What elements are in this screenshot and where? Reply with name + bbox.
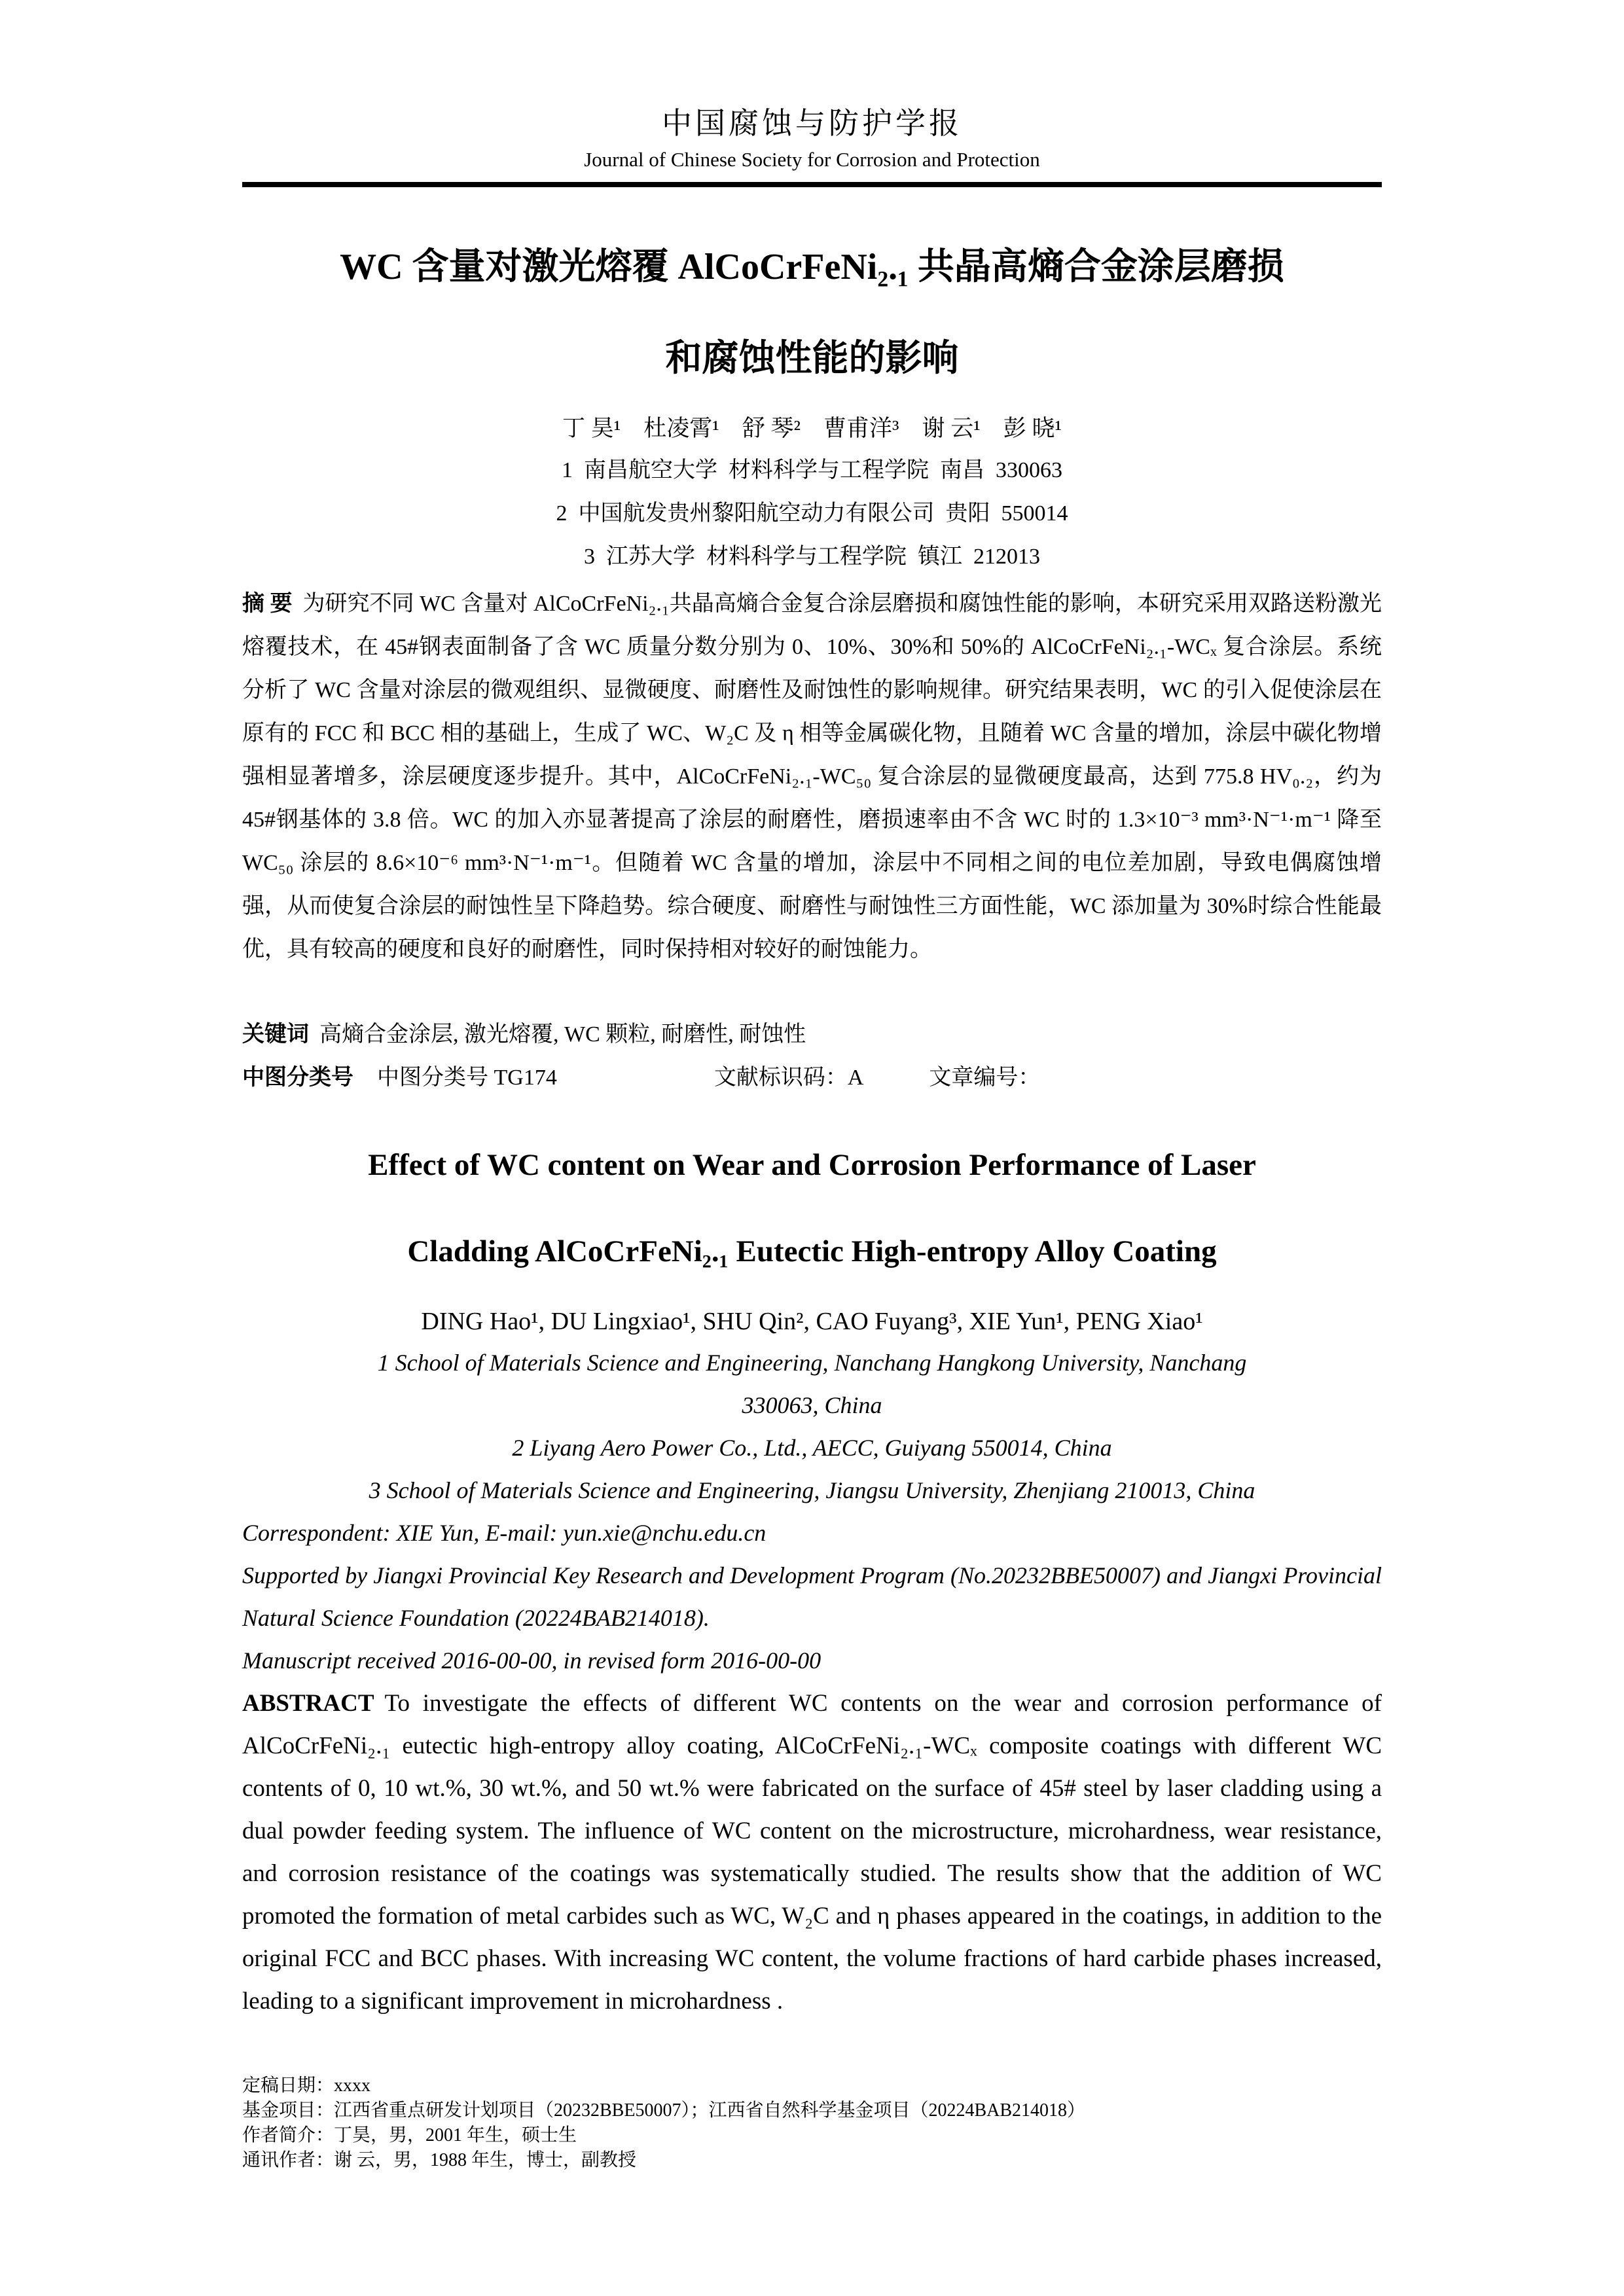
affiliation-en-3: 3 School of Materials Science and Engineering, Jiangsu University, Zhenjiang 210013, China [369, 1477, 1255, 1503]
header-divider [242, 182, 1382, 187]
manuscript-received-line: Manuscript received 2016-00-00, in revised form 2016-00-00 [242, 1647, 821, 1674]
keywords-text: 高熵合金涂层, 激光熔覆, WC 颗粒, 耐磨性, 耐蚀性 [319, 1022, 806, 1047]
abstract-en-text: To investigate the effects of different WC contents on the wear and corrosion performance of AlCoCrFeNi₂.₁ eutectic high-entropy alloy coating, AlCoCrFeNi₂.₁-WCₓ composite coatings with different WC contents of 0, 10 wt.%, 30 wt.%, and 50 wt.% were fabricated on the surface of 45# steel by laser cladding using a dual powder feeding system. The influence of WC content on the microstructure, microhardness, wear resistance, and corrosion resistance of the coatings was systematically studied. The results show that the addition of WC promoted the formation of metal carbides such as WC, W₂C and η phases appeared in the coatings, in addition to the original FCC and BCC phases. With increasing WC content, the volume fractions of hard carbide phases increased, leading to a significant improvement in microhardness . [242, 1690, 1382, 2015]
article-title-zh [242, 221, 1382, 404]
affiliation-en-2: 2 Liyang Aero Power Co., Ltd., AECC, Guiyang 550014, China [512, 1435, 1112, 1461]
footnote-corresponding-author: 通讯作者：谢 云，男，1988 年生，博士，副教授 [242, 2150, 637, 2170]
journal-title-zh: 中国腐蚀与防护学报 [662, 107, 962, 140]
footnotes [242, 2073, 1382, 2173]
article-title-zh-line2: 和腐蚀性能的影响 [665, 338, 959, 379]
clc-value: 中图分类号 TG174 [377, 1066, 557, 1090]
clc-label: 中图分类号 [242, 1066, 353, 1090]
authors-zh: 丁 昊¹ 杜凌霄¹ 舒 琴² 曹甫洋³ 谢 云¹ 彭 晓¹ [562, 416, 1062, 441]
abstract-zh-paragraph [242, 583, 1382, 971]
abstract-zh-label: 摘 要 [242, 592, 293, 616]
article-title-zh-line1: WC 含量对激光熔覆 AlCoCrFeNi₂.₁ 共晶高熵合金涂层磨损 [340, 247, 1284, 287]
footnote-finalized-date: 定稿日期：xxxx [242, 2075, 371, 2096]
correspondent-line: Correspondent: XIE Yun, E-mail: yun.xie@nchu.edu.cn [242, 1520, 767, 1546]
classification-line [242, 1056, 1382, 1100]
affiliation-en-1-line1: 1 School of Materials Science and Engineering, Nanchang Hangkong University, Nanchang [377, 1350, 1247, 1376]
keywords-label: 关键词 [242, 1022, 309, 1047]
affiliation-en-1-line2: 330063, China [742, 1392, 882, 1418]
affiliation-zh-3: 3 江苏大学 材料科学与工程学院 镇江 212013 [584, 545, 1040, 569]
article-title-en-line1: Effect of WC content on Wear and Corrosion Performance of Laser [368, 1148, 1256, 1182]
article-title-en-line2: Cladding AlCoCrFeNi₂.₁ Eutectic High-entropy Alloy Coating [407, 1234, 1217, 1268]
keywords-line [242, 1013, 1382, 1056]
supported-by-line: Supported by Jiangxi Provincial Key Research and Development Program (No.20232BBE50007) and Jiangxi Provincial Natural Science Foundation (20224BAB214018). [242, 1562, 1382, 1631]
abstract-en-paragraph [242, 1682, 1382, 2022]
affiliation-zh-2: 2 中国航发贵州黎阳航空动力有限公司 贵阳 550014 [556, 501, 1068, 526]
page-content [242, 0, 1382, 2173]
journal-title-en: Journal of Chinese Society for Corrosion and Protection [584, 148, 1040, 171]
document-code: 文献标识码：A [713, 1066, 864, 1090]
affiliation-zh-1: 1 南昌航空大学 材料科学与工程学院 南昌 330063 [562, 458, 1062, 482]
article-title-en [242, 1122, 1382, 1295]
footnote-funding: 基金项目：江西省重点研发计划项目（20232BBE50007）；江西省自然科学基金项目（20224BAB214018） [242, 2100, 1086, 2121]
authors-en: DING Hao¹, DU Lingxiao¹, SHU Qin², CAO Fuyang³, XIE Yun¹, PENG Xiao¹ [421, 1308, 1203, 1335]
abstract-zh-text: 为研究不同 WC 含量对 AlCoCrFeNi₂.₁共晶高熵合金复合涂层磨损和腐蚀性能的影响，本研究采用双路送粉激光熔覆技术，在 45#钢表面制备了含 WC 质量分数分别为 0、10%、30%和 50%的 AlCoCrFeNi₂.₁-WCₓ 复合涂层。系统分析了 WC 含量对涂层的微观组织、显微硬度、耐磨性及耐蚀性的影响规律。研究结果表明，WC 的引入促使涂层在原有的 FCC 和 BCC 相的基础上，生成了 WC、W₂C 及 η 相等金属碳化物，且随着 WC 含量的增加，涂层中碳化物增强相显著增多，涂层硬度逐步提升。其中，AlCoCrFeNi₂.₁-WC₅₀ 复合涂层的显微硬度最高，达到 775.8 HV₀.₂，约为 45#钢基体的 3.8 倍。WC 的加入亦显著提高了涂层的耐磨性，磨损速率由不含 WC 时的 1.3×10⁻³ mm³·N⁻¹·m⁻¹ 降至 WC₅₀ 涂层的 8.6×10⁻⁶ mm³·N⁻¹·m⁻¹。但随着 WC 含量的增加，涂层中不同相之间的电位差加剧，导致电偶腐蚀增强，从而使复合涂层的耐蚀性呈下降趋势。综合硬度、耐磨性与耐蚀性三方面性能，WC 添加量为 30%时综合性能最优，具有较高的硬度和良好的耐磨性，同时保持相对较好的耐蚀能力。 [242, 592, 1382, 961]
footnote-author-bio: 作者简介：丁昊，男，2001 年生，硕士生 [242, 2125, 577, 2145]
article-number: 文章编号： [929, 1066, 1041, 1090]
abstract-en-label: ABSTRACT [242, 1690, 374, 1717]
